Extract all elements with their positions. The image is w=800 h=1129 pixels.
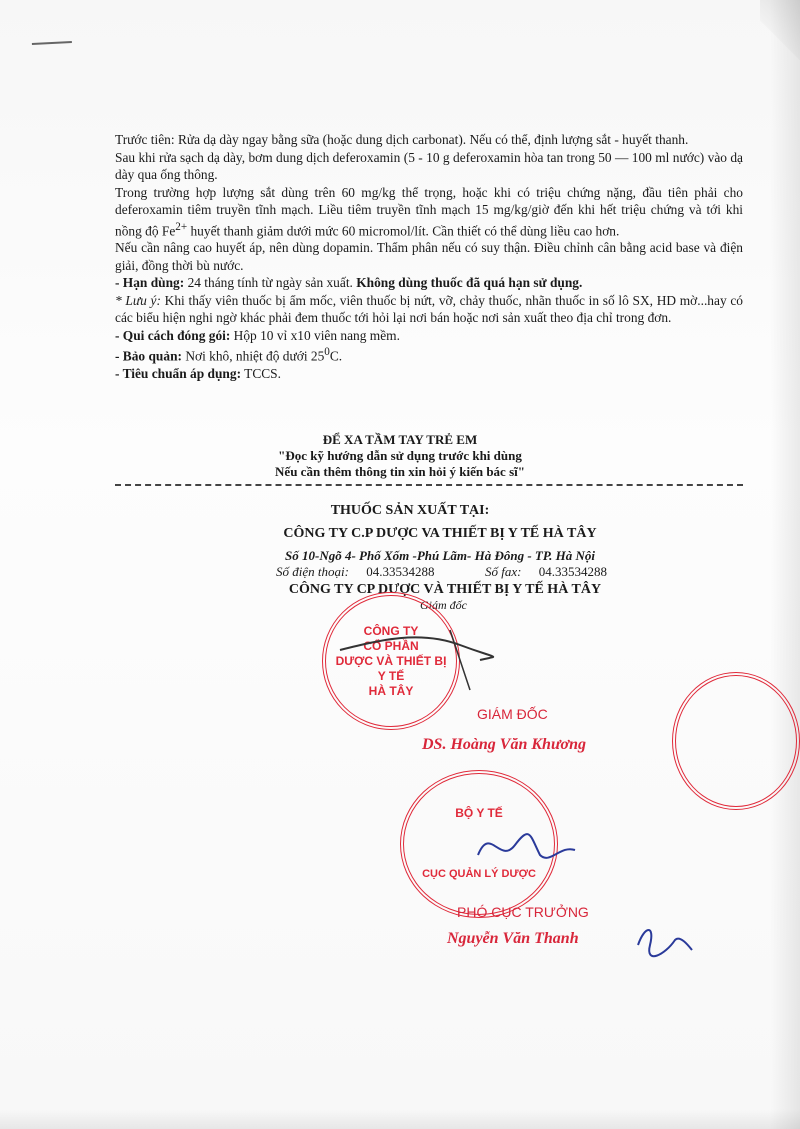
fax-line — [485, 564, 607, 580]
packaging-label: - Qui cách đóng gói: — [115, 327, 231, 343]
stamp-line-3: DƯỢC VÀ THIẾT BỊ — [335, 653, 447, 668]
phone-label: Số điện thoại: — [276, 564, 349, 579]
expiry-label: - Hạn dùng: — [115, 275, 185, 291]
packaging-line — [115, 327, 743, 345]
note-label: * Lưu ý: — [115, 292, 161, 308]
manufacturer-address: Số 10-Ngõ 4- Phố Xốm -Phú Lãm- Hà Đông - TP. Hà Nội — [285, 548, 595, 563]
paragraph-infusion — [115, 184, 743, 240]
deputy-title: PHÓ CỤC TRƯỞNG — [457, 904, 589, 920]
instructions-text — [115, 131, 743, 383]
stamp-line-4: Y TẾ — [377, 668, 405, 683]
storage-line — [115, 344, 743, 365]
paragraph-dopamine: Nếu cần nâng cao huyết áp, nên dùng dopamin. Thẩm phân nếu có suy thận. Điều chỉnh cân bằng acid base và điện giải, đồng thời bù nước. — [115, 240, 743, 273]
pen-mark — [32, 41, 72, 49]
phone-line — [276, 564, 434, 580]
director-name: DS. Hoàng Văn Khương — [422, 736, 587, 753]
paragraph-deferoxamine: Sau khi rửa sạch dạ dày, bơm dung dịch deferoxamin (5 - 10 g deferoxamin hòa tan trong 50 — 100 ml nước) vào dạ dày qua ống thông. — [115, 149, 743, 182]
iron-charge: 2+ — [175, 220, 188, 233]
manufacturer-heading: THUỐC SẢN XUẤT TẠI: — [330, 503, 490, 518]
initial-scribble — [630, 915, 700, 965]
stamp-line-5: HÀ TÂY — [368, 683, 414, 698]
director-signature-scribble — [330, 600, 510, 700]
expiry-text: 24 tháng tính từ ngày sản xuất. — [184, 275, 357, 291]
storage-unit: C. — [329, 348, 343, 364]
expiry-line — [115, 274, 743, 292]
ministry-stamp-line-1: BỘ Y TẾ — [455, 806, 503, 820]
storage-label: - Bảo quản: — [115, 348, 182, 364]
director-title: GIÁM ĐỐC — [477, 706, 548, 722]
stamp-line-2: CỔ PHẦN — [363, 638, 419, 653]
deputy-name: Nguyễn Văn Thanh — [447, 930, 579, 947]
stamp-line-1: CÔNG TY — [363, 623, 419, 638]
partial-stamp — [672, 672, 800, 810]
packaging-text: Hộp 10 vỉ x10 viên nang mềm. — [230, 327, 400, 343]
deputy-signature-scribble — [470, 815, 580, 875]
fax-label: Số fax: — [485, 564, 522, 579]
note-text: Khi thấy viên thuốc bị ẩm mốc, viên thuốc bị nứt, vỡ, chảy thuốc, nhãn thuốc in số lô SX, HD mờ...hay có các biểu hiện nghi ngờ khác phải đem thuốc tới hỏi lại nơi bán hoặc nơi sản xuất theo địa chỉ trong đơn. — [115, 292, 743, 326]
infusion-text-a: Trong trường hợp lượng sắt dùng trên 60 mg/kg thể trọng, hoặc khi có triệu chứng nặng, đầu tiên phải cho deferoxamin tiêm truyền tĩnh mạch. Liều tiêm truyền tĩnh mạch 15 mg/kg/giờ đến khi hết triệu chứng và tới khi nồng độ Fe — [115, 184, 743, 238]
dashed-divider — [115, 484, 743, 486]
standard-line — [115, 365, 743, 383]
page-shadow-bottom — [0, 1109, 800, 1129]
storage-text: Nơi khô, nhiệt độ dưới 25 — [181, 348, 325, 364]
expiry-warning: Không dùng thuốc đã quá hạn sử dụng. — [356, 275, 583, 291]
infusion-text-b: huyết thanh giảm dưới mức 60 micromol/lít. Cần thiết có thể dùng liều cao hơn. — [187, 222, 620, 238]
paragraph-first-aid: Trước tiên: Rửa dạ dày ngay bằng sữa (hoặc dung dịch carbonat). Nếu có thể, định lượng sắt - huyết thanh. — [115, 132, 689, 147]
child-warning: ĐỂ XA TẦM TAY TRẺ EM — [322, 432, 478, 447]
degree-mark: 0 — [324, 346, 330, 359]
page-shadow-right — [770, 0, 800, 1129]
standard-label: - Tiêu chuẩn áp dụng: — [115, 366, 242, 382]
manufacturer-company: CÔNG TY C.P DƯỢC VA THIẾT BỊ Y TẾ HÀ TÂY — [283, 526, 597, 541]
ask-doctor: Nếu cần thêm thông tin xin hỏi ý kiến bác sĩ" — [275, 464, 525, 479]
standard-text: TCCS. — [241, 366, 281, 382]
read-instructions: "Đọc kỹ hướng dẫn sử dụng trước khi dùng — [278, 448, 522, 463]
ministry-stamp-line-2: CỤC QUẢN LÝ DƯỢC — [422, 868, 536, 880]
director-role: Giám đốc — [420, 598, 467, 612]
phone-number: 04.33534288 — [366, 564, 435, 579]
fax-number: 04.33534288 — [538, 564, 607, 579]
manufacturer-company-2: CÔNG TY CP DƯỢC VÀ THIẾT BỊ Y TẾ HÀ TÂY — [288, 582, 602, 597]
note-line — [115, 292, 743, 327]
